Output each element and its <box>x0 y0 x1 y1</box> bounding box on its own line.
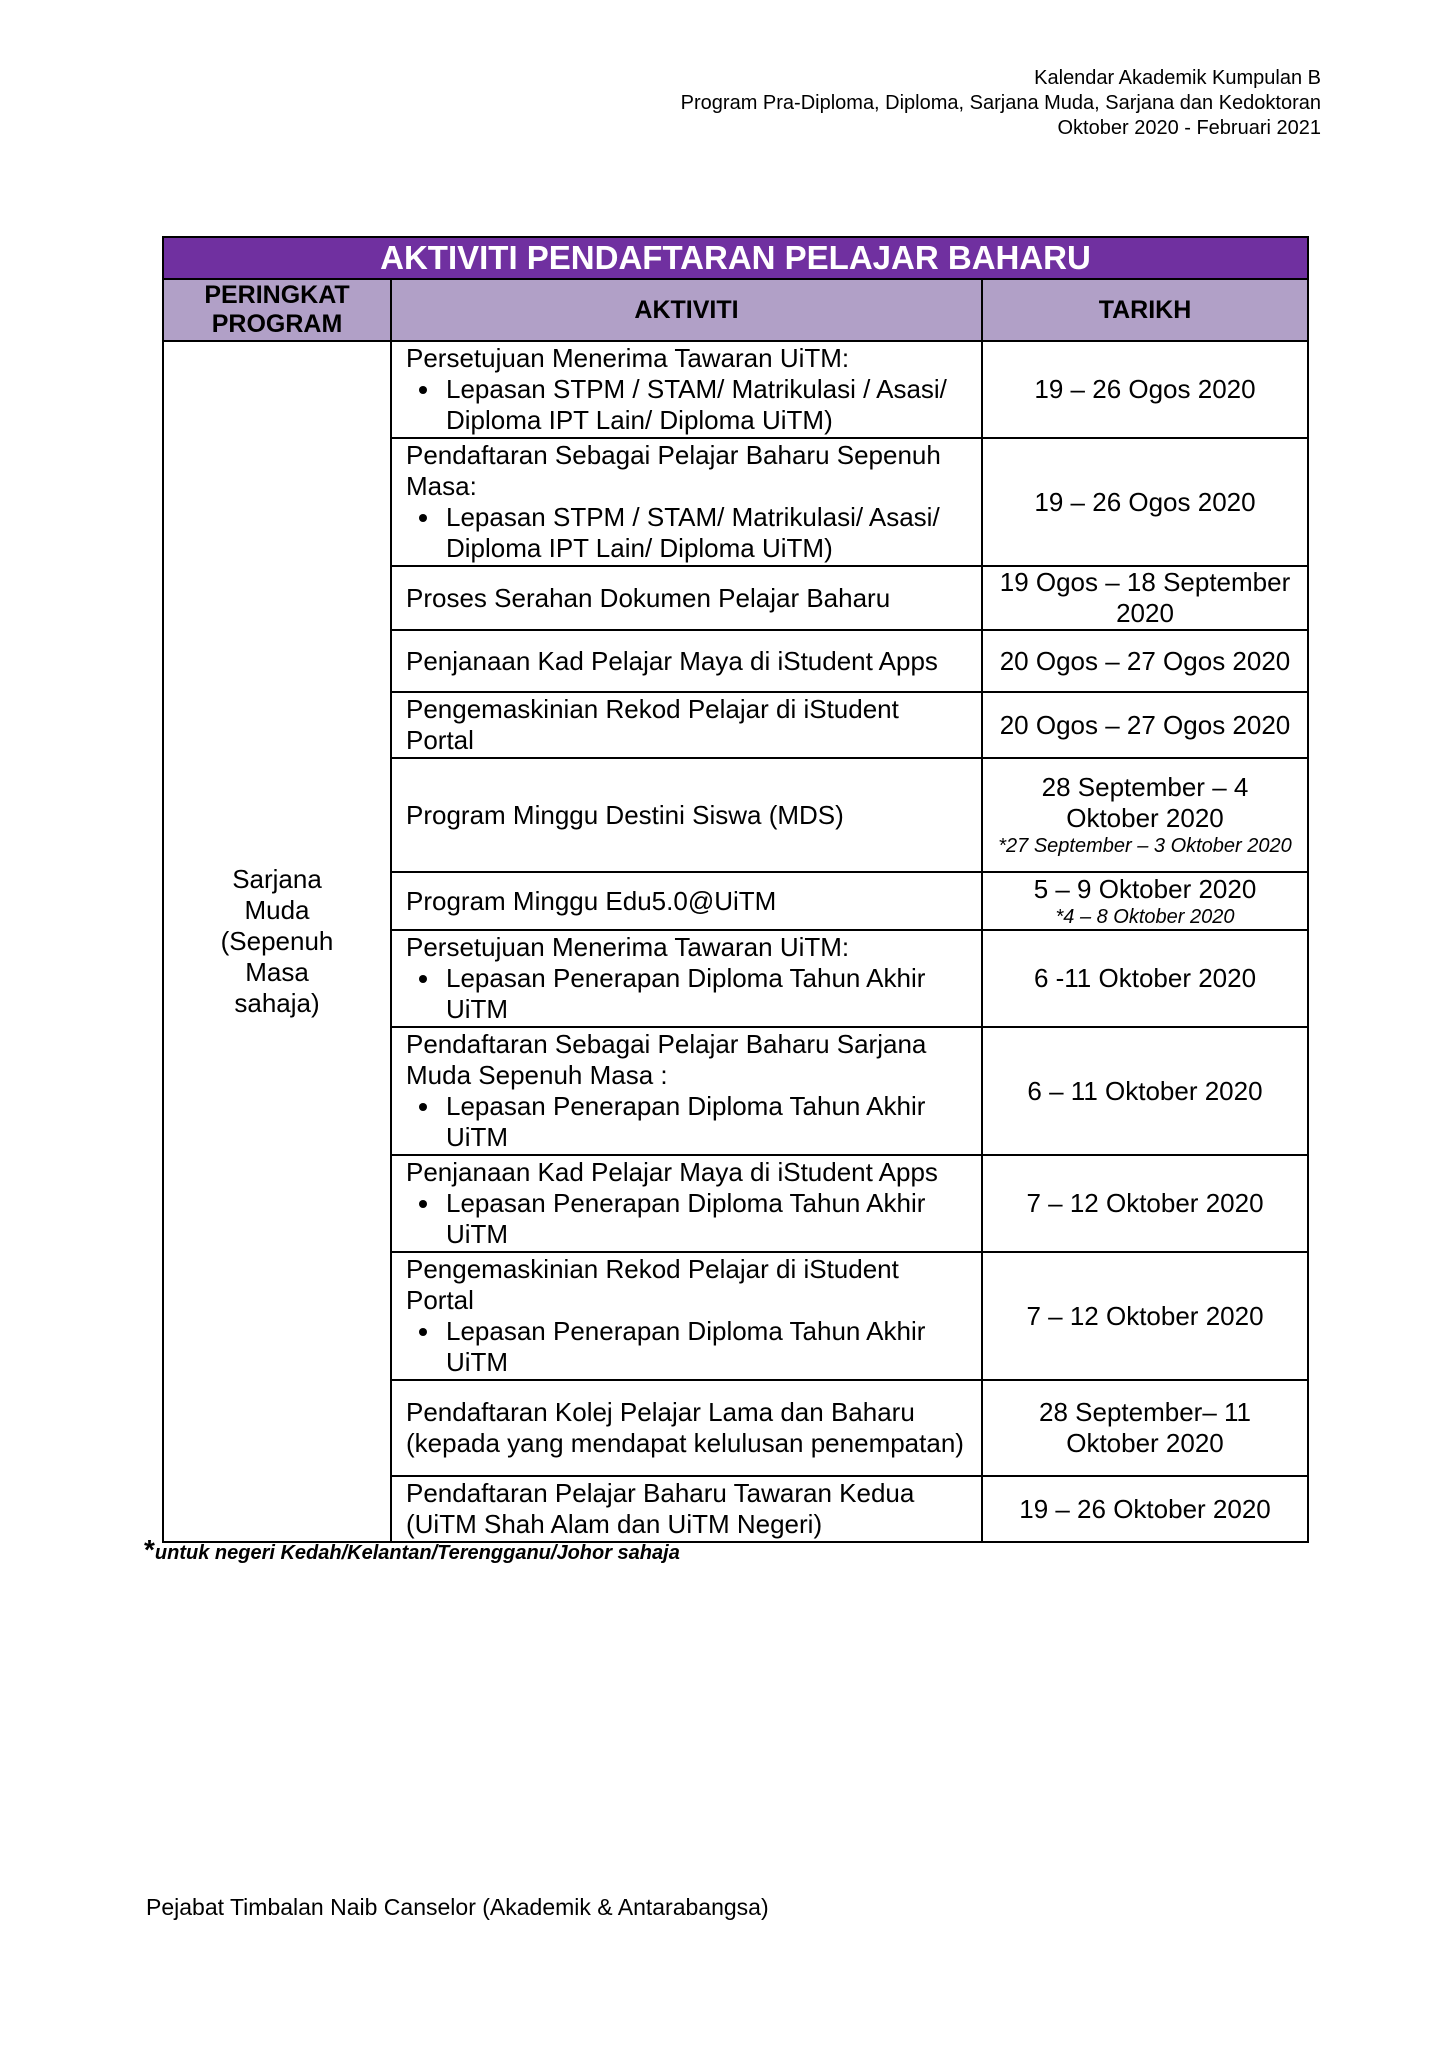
activity-bullet-item: • Lepasan STPM / STAM/ Matrikulasi/ Asasi/ Diploma IPT Lain/ Diploma UiTM) <box>442 502 969 564</box>
activity-bullet-item: • Lepasan Penerapan Diploma Tahun Akhir UiTM <box>442 963 969 1025</box>
footnote-text: untuk negeri Kedah/Kelantan/Terengganu/Johor sahaja <box>154 1542 680 1564</box>
date-cell <box>982 872 1308 930</box>
activity-cell <box>391 1476 982 1542</box>
activity-cell <box>391 1380 982 1476</box>
date-cell <box>982 438 1308 566</box>
activity-cell <box>391 692 982 758</box>
table-row <box>163 341 1308 438</box>
activity-cell <box>391 1252 982 1380</box>
date-text: 19 – 26 Ogos 2020 <box>1034 374 1256 404</box>
header-line-1: Kalendar Akademik Kumpulan B <box>1034 67 1321 89</box>
program-level-cell <box>163 341 391 1542</box>
date-note: *4 – 8 Oktober 2020 <box>1055 905 1235 928</box>
date-text: 6 – 11 Oktober 2020 <box>1027 1075 1263 1106</box>
activity-text: Persetujuan Menerima Tawaran UiTM: <box>406 343 850 373</box>
date-text: 7 – 12 Oktober 2020 <box>1026 1300 1264 1331</box>
activity-text: Pendaftaran Sebagai Pelajar Baharu Sarjana Muda Sepenuh Masa : <box>406 1029 927 1090</box>
date-cell <box>982 341 1308 438</box>
footnote <box>144 1534 680 1566</box>
date-cell <box>982 930 1308 1027</box>
document-header <box>681 66 1321 141</box>
activity-cell <box>391 1027 982 1155</box>
activity-bullet-item: • Lepasan Penerapan Diploma Tahun Akhir UiTM <box>442 1188 969 1250</box>
date-cell <box>982 1380 1308 1476</box>
activity-cell <box>391 630 982 692</box>
date-text: 28 September – 4 Oktober 2020 <box>1041 772 1249 833</box>
registration-activity-table <box>162 236 1309 1543</box>
header-line-3: Oktober 2020 - Februari 2021 <box>1057 117 1321 139</box>
date-cell <box>982 630 1308 692</box>
activity-bullet-item: • Lepasan STPM / STAM/ Matrikulasi / Asasi/ Diploma IPT Lain/ Diploma UiTM) <box>442 374 969 436</box>
date-text: 5 – 9 Oktober 2020 <box>1033 873 1257 904</box>
program-level-text: Sarjana Muda (Sepenuh Masa sahaja) <box>220 864 334 1018</box>
activity-bullet-list <box>406 1091 969 1153</box>
activity-cell <box>391 758 982 872</box>
activity-bullet-list <box>406 374 969 436</box>
activity-bullet-list <box>406 502 969 564</box>
activity-text: Pendaftaran Sebagai Pelajar Baharu Sepenuh Masa: <box>406 440 941 501</box>
activity-bullet-list <box>406 1316 969 1378</box>
date-cell <box>982 1027 1308 1155</box>
date-text: 7 – 12 Oktober 2020 <box>1026 1188 1264 1218</box>
date-cell <box>982 1252 1308 1380</box>
table-header-row <box>163 279 1308 341</box>
date-note: *27 September – 3 Oktober 2020 <box>998 835 1292 857</box>
date-cell <box>982 566 1308 630</box>
page-footer: Pejabat Timbalan Naib Canselor (Akademik & Antarabangsa) <box>146 1894 769 1920</box>
activity-cell <box>391 1155 982 1252</box>
activity-bullet-list <box>406 1188 969 1250</box>
activity-text: Pendaftaran Kolej Pelajar Lama dan Baharu (kepada yang mendapat kelulusan penempatan) <box>406 1397 964 1458</box>
activity-text: Program Minggu Edu5.0@UiTM <box>406 885 777 916</box>
activity-text: Pengemaskinian Rekod Pelajar di iStudent Portal <box>406 694 899 755</box>
activity-bullet-item: • Lepasan Penerapan Diploma Tahun Akhir UiTM <box>442 1091 969 1153</box>
activity-text: Penjanaan Kad Pelajar Maya di iStudent Apps <box>406 645 938 676</box>
table-title-row <box>163 237 1308 279</box>
activity-text: Program Minggu Destini Siswa (MDS) <box>406 799 844 830</box>
table-body <box>163 341 1308 1542</box>
date-text: 19 – 26 Ogos 2020 <box>1034 486 1256 517</box>
header-line-2: Program Pra-Diploma, Diploma, Sarjana Muda, Sarjana dan Kedoktoran <box>680 92 1321 114</box>
date-cell <box>982 692 1308 758</box>
column-header-date: TARIKH <box>982 279 1308 341</box>
activity-bullet-list <box>406 963 969 1025</box>
column-header-activity: AKTIVITI <box>391 279 982 341</box>
date-cell <box>982 1155 1308 1252</box>
column-header-program: PERINGKAT PROGRAM <box>163 279 391 341</box>
date-text: 19 – 26 Oktober 2020 <box>1019 1493 1271 1524</box>
table-title: AKTIVITI PENDAFTARAN PELAJAR BAHARU <box>163 237 1308 279</box>
activity-cell <box>391 566 982 630</box>
date-text: 6 -11 Oktober 2020 <box>1033 963 1257 993</box>
date-text: 20 Ogos – 27 Ogos 2020 <box>999 709 1291 740</box>
date-text: 20 Ogos – 27 Ogos 2020 <box>999 645 1291 676</box>
activity-cell <box>391 930 982 1027</box>
activity-text: Proses Serahan Dokumen Pelajar Baharu <box>406 582 891 613</box>
footnote-star: * <box>144 1534 155 1565</box>
activity-cell <box>391 872 982 930</box>
activity-cell <box>391 438 982 566</box>
activity-text: Pendaftaran Pelajar Baharu Tawaran Kedua (UiTM Shah Alam dan UiTM Negeri) <box>406 1478 915 1539</box>
activity-bullet-item: • Lepasan Penerapan Diploma Tahun Akhir UiTM <box>442 1316 969 1378</box>
date-text: 28 September– 11 Oktober 2020 <box>1039 1397 1251 1458</box>
date-cell <box>982 758 1308 872</box>
activity-text: Penjanaan Kad Pelajar Maya di iStudent Apps <box>406 1157 938 1187</box>
date-cell <box>982 1476 1308 1542</box>
date-text: 19 Ogos – 18 September 2020 <box>999 567 1291 628</box>
activity-text: Persetujuan Menerima Tawaran UiTM: <box>406 932 850 962</box>
activity-text: Pengemaskinian Rekod Pelajar di iStudent Portal <box>406 1254 899 1315</box>
activity-cell <box>391 341 982 438</box>
